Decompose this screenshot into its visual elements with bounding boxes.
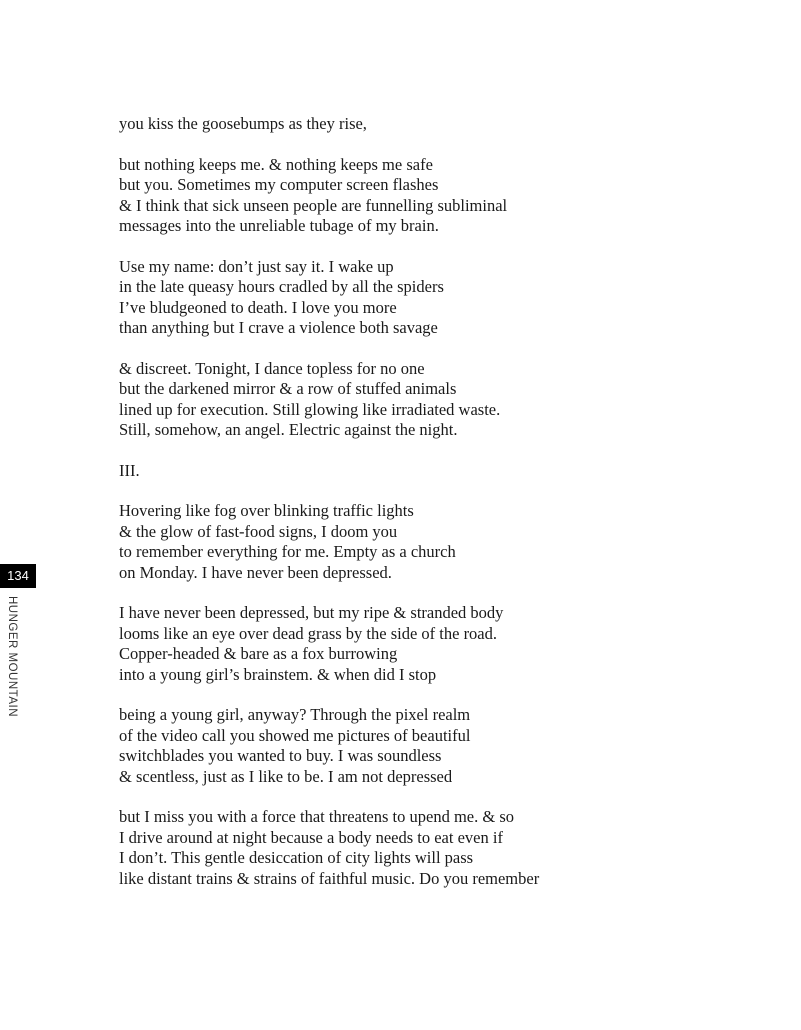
poem-line: I drive around at night because a body needs to eat even if xyxy=(119,827,503,847)
stanza xyxy=(119,114,719,135)
poem-body xyxy=(119,114,719,909)
poem-line: I have never been depressed, but my ripe & stranded body xyxy=(119,603,504,622)
poem-line: Hovering like fog over blinking traffic lights xyxy=(119,501,414,520)
poem-line: messages into the unreliable tubage of my brain. xyxy=(119,216,439,235)
stanza xyxy=(119,155,719,237)
poem-line: than anything but I crave a violence both savage xyxy=(119,318,438,337)
page-number: 134 xyxy=(7,568,29,583)
poem-line: & scentless, just as I like to be. I am not depressed xyxy=(119,766,453,786)
section-heading xyxy=(119,461,719,482)
section-numeral: III. xyxy=(119,460,140,480)
poem-line: you kiss the goosebumps as they rise, xyxy=(119,114,367,133)
stanza xyxy=(119,257,719,339)
poem-line: Copper-headed & bare as a fox burrowing xyxy=(119,644,398,663)
running-head: HUNGER MOUNTAIN xyxy=(6,596,18,718)
stanza xyxy=(119,603,719,685)
poem-line: Still, somehow, an angel. Electric against the night. xyxy=(119,420,458,439)
poem-line: being a young girl, anyway? Through the pixel realm xyxy=(119,705,471,724)
poem-line: & the glow of fast-food signs, I doom you xyxy=(119,521,398,541)
poem-line: into a young girl’s brainstem. & when did I stop xyxy=(119,664,437,684)
poem-line: but the darkened mirror & a row of stuffed animals xyxy=(119,379,457,398)
poem-line: but nothing keeps me. & nothing keeps me safe xyxy=(119,154,433,174)
poem-line: on Monday. I have never been depressed. xyxy=(119,562,392,582)
poem-line: but you. Sometimes my computer screen flashes xyxy=(119,175,439,194)
poem-line: & I think that sick unseen people are funnelling subliminal xyxy=(119,195,508,215)
stanza xyxy=(119,807,719,889)
poem-line: switchblades you wanted to buy. I was soundless xyxy=(119,746,442,765)
poem-line: Use my name: don’t just say it. I wake up xyxy=(119,256,394,276)
stanza xyxy=(119,359,719,441)
stanza xyxy=(119,705,719,787)
poem-line: I don’t. This gentle desiccation of city lights will pass xyxy=(119,848,474,867)
poem-line: but I miss you with a force that threatens to upend me. & so xyxy=(119,807,515,826)
page-number-tab xyxy=(0,564,36,588)
poem-line: to remember everything for me. Empty as a church xyxy=(119,542,456,561)
poem-line: lined up for execution. Still glowing like irradiated waste. xyxy=(119,399,501,419)
poem-line: I’ve bludgeoned to death. I love you more xyxy=(119,297,397,317)
poem-line: & discreet. Tonight, I dance topless for no one xyxy=(119,358,425,378)
poem-line: of the video call you showed me pictures of beautiful xyxy=(119,725,471,745)
stanza xyxy=(119,501,719,583)
poem-line: looms like an eye over dead grass by the side of the road. xyxy=(119,623,498,643)
poem-line: like distant trains & strains of faithful music. Do you remember xyxy=(119,868,540,888)
poem-line: in the late queasy hours cradled by all the spiders xyxy=(119,277,444,296)
